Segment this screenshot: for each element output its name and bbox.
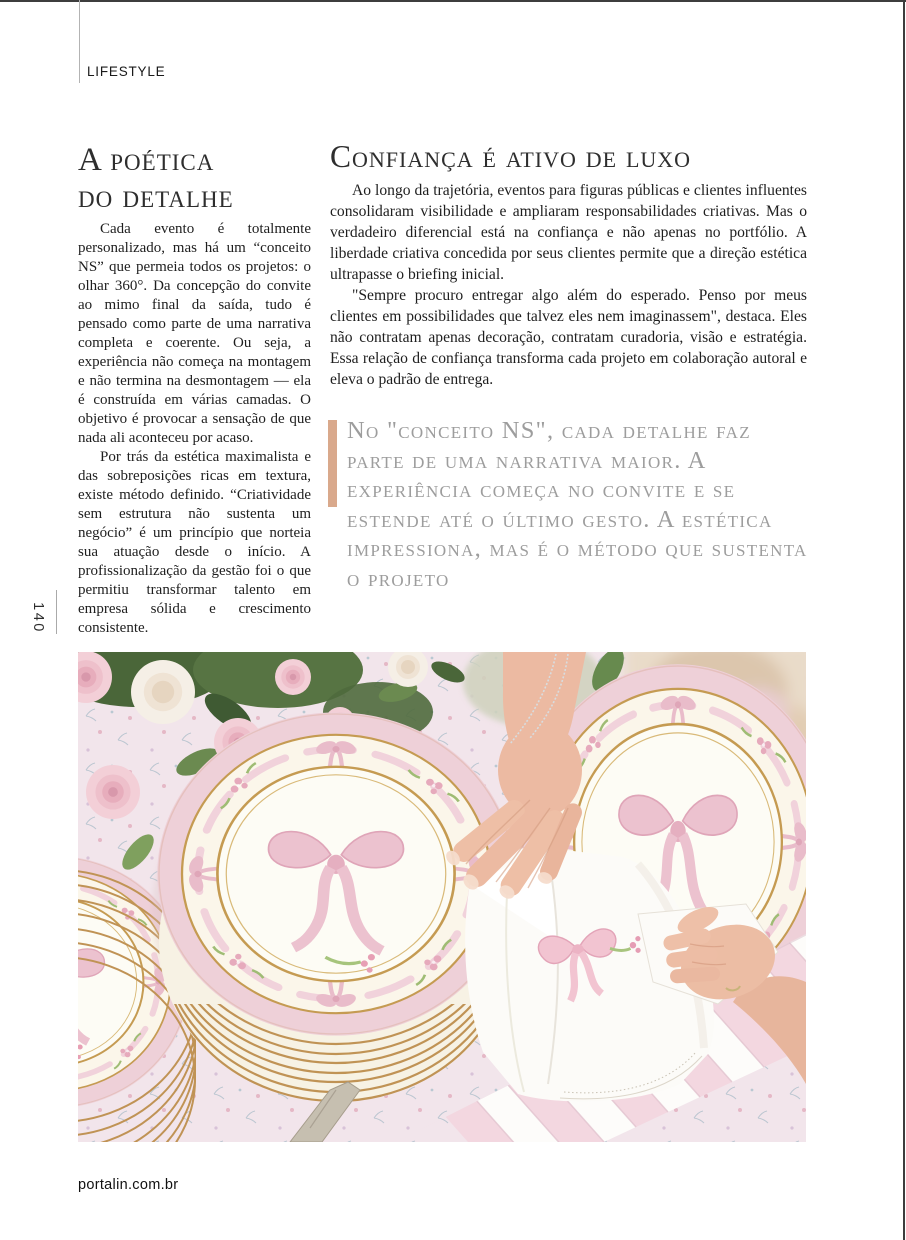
photo-illustration	[78, 652, 806, 1142]
right-body-text	[330, 180, 807, 390]
body-paragraph: Cada evento é totalmente personalizado, mas há um “conceito NS” que permeia todos os projetos: o olhar 360°. Da concepção do convite ao mimo final da saída, tudo é pensado como parte de uma narrativa completa e coerente. Ou seja, a experiência não começa na montagem e não termina na desmontagem — ela é construída em várias camadas. O objetivo é provocar a sensação de que nada ali aconteceu por acaso.	[78, 221, 311, 446]
left-article-heading	[78, 142, 311, 216]
photo-table-setting	[78, 652, 806, 1142]
page-number-rule	[56, 590, 57, 634]
heading-line-1: A poética	[78, 142, 215, 178]
body-paragraph: Por trás da estética maximalista e das sobreposições ricas em textura, existe método definido. “Criatividade sem estrutura não sustenta um negócio” é um princípio que norteia sua atuação desde o início. A profissionalização da gestão foi o que permitiu transformar talento em empresa sólida e crescimento consistente.	[78, 449, 311, 636]
pull-quote-text: No "conceito NS", cada detalhe faz parte de uma narrativa maior. A experiência começa no convite e se estende até o último gesto. A estética impressiona, mas é o método que sustenta o projeto	[347, 417, 808, 592]
left-column	[78, 142, 311, 638]
right-column	[330, 139, 807, 390]
page-right-border	[903, 0, 905, 1240]
page-top-border	[0, 0, 906, 2]
heading-line-2: do detalhe	[78, 179, 234, 215]
body-paragraph: "Sempre procuro entregar algo além do esperado. Penso por meus clientes em possibilidades que talvez eles nem imaginassem", destaca. Eles não contratam apenas decoração, contratam curadoria, visão e estratégia. Essa relação de confiança transforma cada projeto em colaboração autoral e eleva o padrão de entrega.	[330, 287, 807, 388]
pull-quote-bar	[328, 420, 337, 507]
right-article-heading: Confiança é ativo de luxo	[330, 139, 692, 174]
body-paragraph: Ao longo da trajetória, eventos para figuras públicas e clientes influentes consolidaram visibilidade e ampliaram responsabilidades criativas. Mas o verdadeiro diferencial está na confiança e não apenas no portfólio. A liberdade criativa concedida por seus clientes permite que a direção estética ultrapasse o briefing inicial.	[330, 182, 807, 283]
page-number: 140	[30, 602, 46, 634]
section-label: LIFESTYLE	[87, 64, 166, 79]
section-rule	[79, 0, 80, 83]
left-body-text	[78, 220, 311, 638]
footer-url: portalin.com.br	[78, 1177, 179, 1193]
